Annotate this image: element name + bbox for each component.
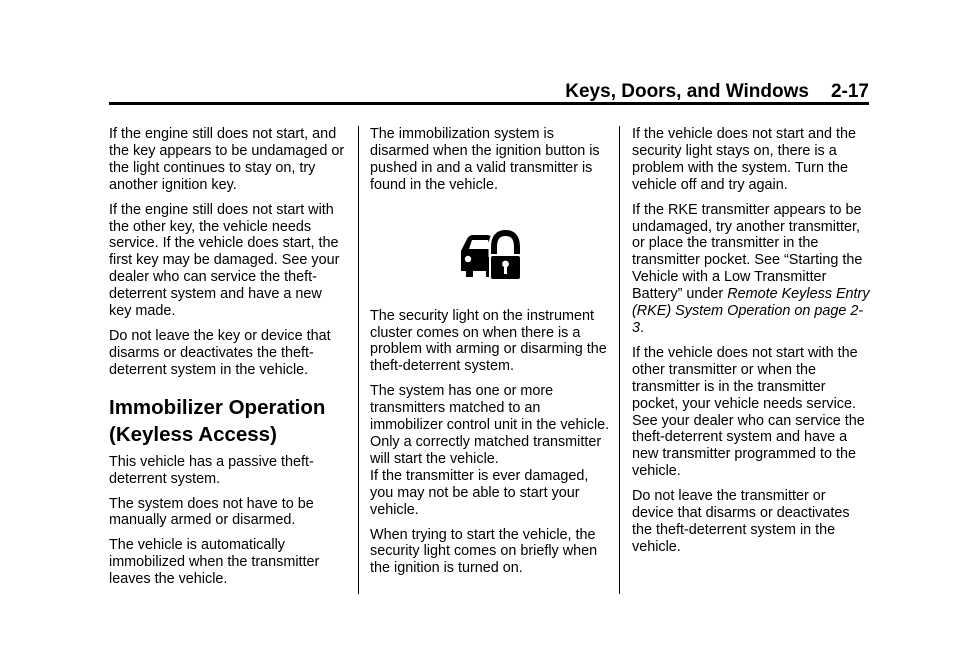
paragraph: The immobilization system is disarmed when the ignition button is pushed in and a valid transmitter is found in the vehicle. — [370, 126, 600, 193]
cross-reference-link[interactable]: Remote Keyless Entry (RKE) System Operation on page 2-3 — [632, 286, 870, 336]
paragraph — [632, 202, 870, 337]
column-right — [632, 126, 870, 564]
paragraph: Do not leave the key or device that disarms or deactivates the theft-deterrent system in the vehicle. — [109, 327, 331, 378]
paragraph: When trying to start the vehicle, the security light comes on briefly when the ignition is turned on. — [370, 526, 598, 577]
paragraph: The system has one or more transmitters matched to an immobilizer control unit in the vehicle. Only a correctly matched transmitter will start the vehicle. — [370, 383, 610, 467]
header-rule — [109, 102, 869, 105]
column-left — [109, 126, 347, 596]
paragraph: The system does not have to be manually armed or disarmed. — [109, 495, 314, 529]
paragraph-end: . — [640, 319, 645, 336]
paragraph: The vehicle is automatically immobilized when the transmitter leaves the vehicle. — [109, 537, 320, 588]
running-header — [560, 80, 869, 104]
section-title: Keys, Doors, and Windows — [565, 81, 809, 102]
paragraph: Do not leave the transmitter or device that disarms or deactivates the theft-deterrent system in the vehicle. — [632, 488, 850, 555]
paragraph: If the vehicle does not start and the security light stays on, there is a problem with the system. Turn the vehicle off and try again. — [632, 126, 856, 193]
section-heading: Immobilizer Operation (Keyless Access) — [109, 395, 326, 446]
security-light-figure — [370, 208, 610, 304]
paragraph: The security light on the instrument cluster comes on when there is a problem with arming or disarming the theft-deterrent system. — [370, 307, 607, 375]
paragraph: If the transmitter is ever damaged, you may not be able to start your vehicle. — [370, 467, 589, 518]
page-number: 2-17 — [830, 81, 869, 102]
paragraph: If the engine still does not start with the other key, the vehicle needs service. If the vehicle does start, the first key may be damaged. See your dealer who can service the theft-deterrent system and have a new key made. — [109, 201, 340, 320]
paragraph: This vehicle has a passive theft-deterrent system. — [109, 453, 314, 487]
column-divider — [619, 126, 620, 594]
paragraph: If the vehicle does not start with the other transmitter or when the transmitter is in the transmitter pocket, your vehicle needs service. See your dealer who can service the theft-deterrent system and have a new transmitter programmed to the vehicle. — [632, 344, 865, 480]
column-middle — [370, 126, 610, 585]
column-divider — [358, 126, 359, 594]
paragraph: If the engine still does not start, and the key appears to be undamaged or the light continues to stay on, try another ignition key. — [109, 126, 345, 193]
security-light-car-lock-icon — [458, 229, 522, 283]
paragraph-text: If the RKE transmitter appears to be undamaged, try another transmitter, or place the transmitter in the transmitter pocket. See “Starting the Vehicle with a Low Transmitter Battery” under — [632, 201, 863, 303]
